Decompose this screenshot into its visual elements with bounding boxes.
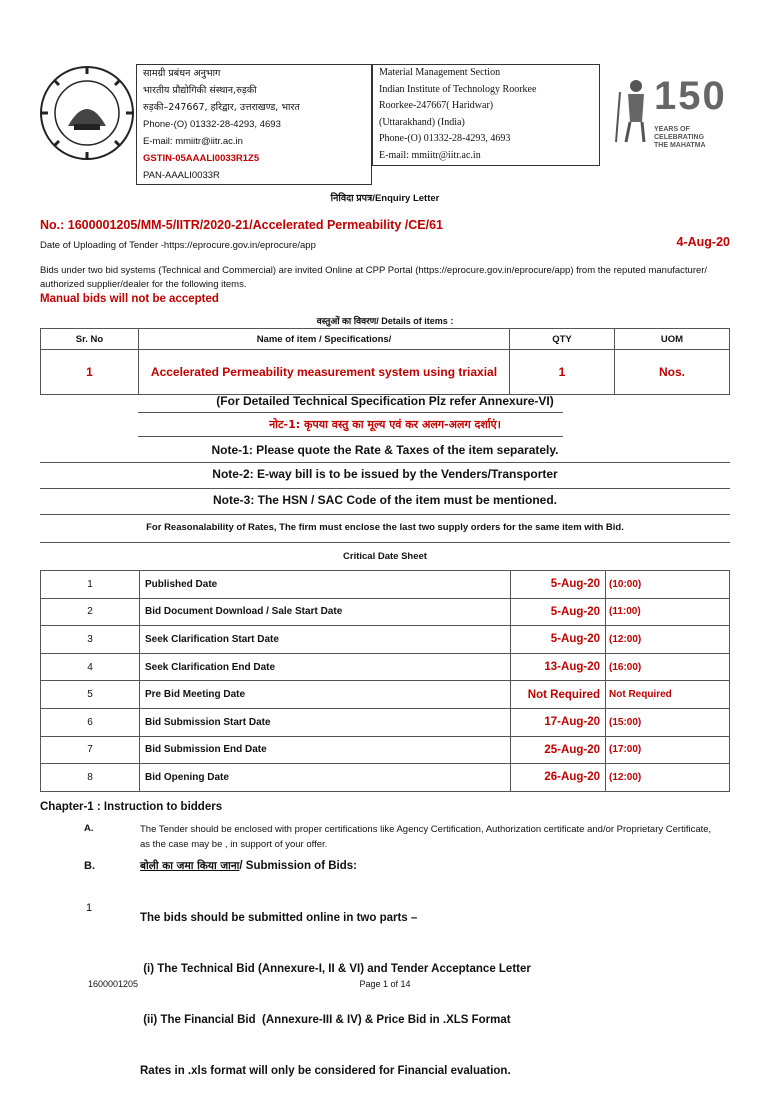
cd-sr: 2 [41,598,140,626]
annexure-note: (For Detailed Technical Specification Plz refer Annexure-VI) [216,394,554,408]
cd-date: 26-Aug-20 [511,764,606,792]
cd-sr: 7 [41,736,140,764]
upload-date: 4-Aug-20 [676,235,730,249]
cd-sr: 1 [41,571,140,599]
cd-sr: 4 [41,653,140,681]
col-qty: QTY [510,329,615,350]
table-row [41,681,730,709]
enquiry-title: निविदा प्रपत्र/Enquiry Letter [330,193,440,204]
note-2: Note-2: E-way bill is to be issued by the Venders/Transporter [212,467,558,481]
section-b-number: 1 [86,902,93,914]
cd-label: Seek Clarification End Date [140,653,511,681]
cd-date: Not Required [511,681,606,709]
cd-time: (12:00) [606,764,730,792]
bids-text: Bids under two bid systems (Technical and Commercial) are invited Online at CPP Portal (https://eprocure.gov.in/eprocure/app) from the reputed manufacturer/ authorized supplier/dealer for the following items. [40,265,708,290]
note-1: Note-1: Please quote the Rate & Taxes of the item separately. [211,443,559,457]
cd-time: (12:00) [606,626,730,654]
mms-line-4: (Uttarakhand) (India) [379,116,465,128]
iitr-logo [38,64,136,162]
cd-date: 5-Aug-20 [511,598,606,626]
cd-time: (10:00) [606,571,730,599]
section-a-label: A. [84,823,94,834]
cd-sr: 5 [41,681,140,709]
items-table [40,328,730,395]
gandhi-figure-icon [612,78,656,144]
hindi-line-2: भारतीय प्रौद्योगिकी संस्थान,रुड़की [143,85,257,96]
hindi-line-1: सामग्री प्रबंधन अनुभाग [143,68,221,79]
cd-time: Not Required [606,681,730,709]
mms-line-6: E-mail: mmiitr@iitr.ac.in [379,149,481,161]
cd-label: Bid Document Download / Sale Start Date [140,598,511,626]
submission-line-1: The bids should be submitted online in two parts – [140,912,418,924]
reasonability-note: For Reasonalability of Rates, The firm must enclose the last two supply orders for the same item with Bid. [146,522,624,533]
cd-date: 25-Aug-20 [511,736,606,764]
chapter-title: Chapter-1 : Instruction to bidders [40,801,223,813]
item-name: Accelerated Permeability measurement system using triaxial [139,350,510,395]
critical-dates-table [40,570,730,792]
table-row [41,764,730,792]
submission-line-2: (i) The Technical Bid (Annexure-I, II & VI) and Tender Acceptance Letter [140,963,531,975]
mms-line-2: Indian Institute of Technology Roorkee [379,83,537,95]
cd-date: 5-Aug-20 [511,626,606,654]
cd-label: Published Date [140,571,511,599]
critical-date-title: Critical Date Sheet [343,551,427,562]
mms-line-3: Roorkee-247667( Haridwar) [379,100,494,111]
logo-line-3: THE MAHATMA [654,142,706,149]
footer-number: 1600001205 [88,979,139,989]
header-pan: PAN-AAALI0033R [143,170,220,181]
manual-bids-note: Manual bids will not be accepted [40,293,219,305]
tender-number: No.: 1600001205/MM-5/IITR/2020-21/Accelerated Permeability /CE/61 [40,218,443,232]
header-address-table-right [372,64,600,166]
table-row [41,571,730,599]
header-email: E-mail: mmiitr@iitr.ac.in [143,136,243,147]
header-phone: Phone-(O) 01332-28-4293, 4693 [143,119,281,130]
col-sr-no: Sr. No [41,329,139,350]
item-sr: 1 [41,350,139,395]
table-row [41,350,730,395]
table-row [41,626,730,654]
section-a-text: The Tender should be enclosed with proper certifications like Agency Certification, Authorization certificate and/or Proprietary Certificate, as the case may be , in support of your offer. [140,824,712,850]
cd-time: (11:00) [606,598,730,626]
gandhi-150-logo [612,76,742,158]
header-address-table [136,64,372,185]
cd-date: 5-Aug-20 [511,571,606,599]
cd-label: Bid Opening Date [140,764,511,792]
note-3: Note-3: The HSN / SAC Code of the item must be mentioned. [212,493,558,507]
cd-date: 17-Aug-20 [511,708,606,736]
items-title: वस्तुओं का विवरण/ Details of items : [316,316,454,326]
cd-label: Seek Clarification Start Date [140,626,511,654]
cd-sr: 3 [41,626,140,654]
cd-time: (15:00) [606,708,730,736]
table-row [41,736,730,764]
cd-label: Bid Submission Start Date [140,708,511,736]
mms-line-1: Material Management Section [379,67,501,78]
logo-line-1: YEARS OF [654,126,690,133]
submission-line-4: Rates in .xls format will only be considered for Financial evaluation. [140,1065,511,1077]
hindi-line-3: रुड़की–247667, हरिद्वार, उत्तराखण्ड, भारत [143,102,300,113]
cd-label: Pre Bid Meeting Date [140,681,511,709]
mms-line-5: Phone-(O) 01332-28-4293, 4693 [379,133,511,144]
table-row [41,653,730,681]
item-uom: Nos. [615,350,730,395]
col-uom: UOM [615,329,730,350]
hindi-note: नोट-1: कृपया वस्तु का मूल्य एवं कर अलग-अलग दर्शाएं। [269,418,501,431]
cd-time: (16:00) [606,653,730,681]
page-number: Page 1 of 14 [359,979,411,989]
upload-label: Date of Uploading of Tender -https://eprocure.gov.in/eprocure/app [40,240,316,251]
col-item-name: Name of item / Specifications/ [139,329,510,350]
cd-label: Bid Submission End Date [140,736,511,764]
cd-sr: 8 [41,764,140,792]
cd-date: 13-Aug-20 [511,653,606,681]
table-row [41,708,730,736]
submission-line-3: (ii) The Financial Bid (Annexure-III & IV) & Price Bid in .XLS Format [140,1014,511,1026]
cd-sr: 6 [41,708,140,736]
section-b-label: B. [84,860,95,872]
table-row [41,598,730,626]
submission-title: / Submission of Bids: [239,860,357,872]
logo-line-2: CELEBRATING [654,134,705,141]
item-qty: 1 [510,350,615,395]
submission-hindi-title: बोली का जमा किया जाना [140,860,240,872]
cd-time: (17:00) [606,736,730,764]
logo-150-number: 150 [654,74,727,118]
header-gstin: GSTIN-05AAALI0033R1Z5 [143,153,260,164]
